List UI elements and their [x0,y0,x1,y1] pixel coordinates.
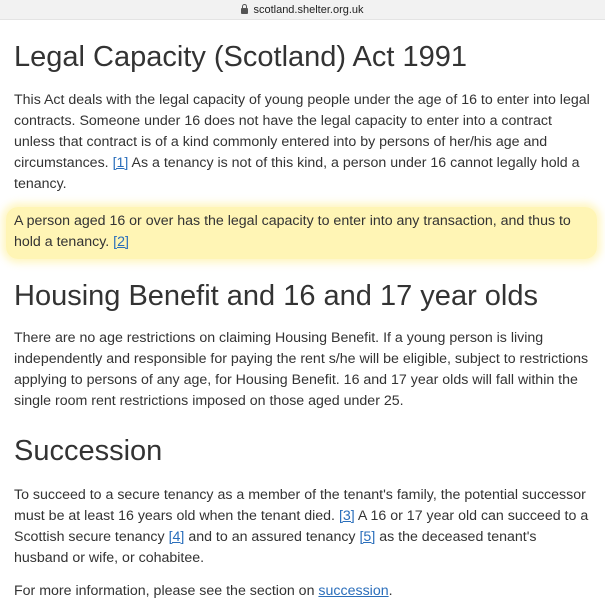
period: . [388,583,393,599]
footnote-link-2[interactable]: [2] [113,234,129,250]
paragraph-text: A 16 or 17 year old can succeed to a Scottish secure tenancy [14,508,589,545]
paragraph-succession [14,485,591,569]
succession-link[interactable]: succession [318,583,389,599]
footnote-link-5[interactable]: [5] [359,529,376,545]
heading-succession: Succession [14,435,163,467]
url-text: scotland.shelter.org.uk [253,3,364,16]
paragraph-text: As a tenancy is not of this kind, a person under 16 cannot legally hold a tenancy. [14,155,580,192]
highlighted-paragraph [6,207,597,259]
paragraph-more-info [14,581,591,602]
paragraph-housing-benefit: There are no age restrictions on claiming Housing Benefit. If a young person is living independently and responsible for paying the rent s/he will be eligible, subject to restrictions applying to persons of any age, for Housing Benefit. 16 and 17 year olds will fall within the single room rent restrictions imposed on those aged under 25. [14,330,589,409]
footnote-link-1[interactable]: [1] [112,155,129,171]
footnote-link-4[interactable]: [4] [168,529,185,545]
paragraph-text: For more information, please see the section on [14,583,315,599]
paragraph-text: A person aged 16 or over has the legal capacity to enter into any transaction, and thus to hold a tenancy. [14,213,571,250]
article [0,20,605,602]
heading-housing-benefit: Housing Benefit and 16 and 17 year olds [14,280,538,312]
lock-icon [241,8,248,14]
paragraph-text: To succeed to a secure tenancy as a member of the tenant's family, the potential successor must be at least 16 years old when the tenant died. [14,487,586,524]
address-bar[interactable] [0,0,605,20]
heading-legal-capacity: Legal Capacity (Scotland) Act 1991 [14,41,467,73]
footnote-link-3[interactable]: [3] [338,508,355,524]
paragraph-legal-capacity [14,90,591,195]
paragraph-text: and to an assured tenancy [188,529,356,545]
paragraph-text: as the deceased tenant's husband or wife, or cohabitee. [14,529,537,566]
paragraph-text: This Act deals with the legal capacity of young people under the age of 16 to enter into legal contracts. Someone under 16 does not have the legal capacity to enter into a contract unless that contract is of a kind commonly entered into by persons of her/his age and circumstances. [14,92,590,171]
